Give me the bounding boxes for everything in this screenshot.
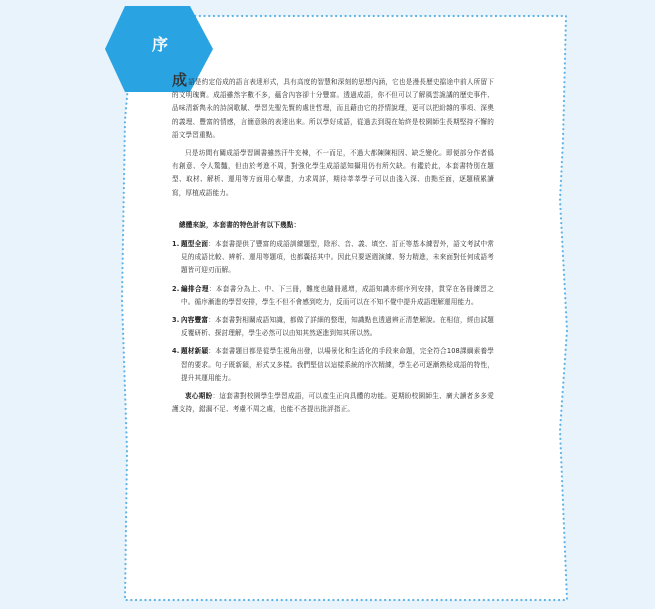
features-list — [172, 238, 494, 385]
feature-number: 2. — [172, 284, 180, 293]
feature-text: ：本套書分為上、中、下三冊，難度也隨冊遞增，成語知識亦經序列安排，貫穿在各冊練習之中。循序漸進的學習安排，學生不但不會感到吃力，反而可以在不知不覺中提升成語理解運用能力。 — [181, 284, 494, 306]
feature-body — [181, 345, 494, 385]
intro-paragraph-2: 只是坊間有關成語學習圖書雖然汗牛充棟，不一而足，不過大都陳陳相因、缺乏變化。即便部分作者僞有創意、令人驚豔，但由於考進不周，對強化學生成語認知攝用仍有所欠缺。有鑑於此，本套書特別在題型、取材、解析、運用等方面用心擘畫，力求周詳，期待莘莘學子可以由淺入深、由點至面，逐題積累讀寫，厚植成語能力。 — [172, 149, 494, 197]
feature-title: 題材新穎 — [181, 347, 209, 356]
drop-cap: 成 — [172, 71, 188, 89]
feature-text: ：本套書提供了豐富的成語訓練題型，除形、音、義、填空、訂正等基本練習外，語文考試中常見的成語比較、辨析、運用等題項，也都囊括其中。因此只要逐週演練、努力精進，未來面對任何成語考題皆可迎刃而解。 — [181, 240, 494, 275]
intro-text-1: 語是約定俗成的語言表達形式，具有高度的智慧和深刻的思想內涵，它也是漫長歷史擋途中前人所留下的文明瑰寶。成語雖然字數不多，蘊含內容卻十分豐富。透過成語，你不但可以了解風雲詭譎的歷史事件、品味清新雋永的詩詞歌賦、學習先聖先賢的處世哲理，而且藉由它的抒情說理，更可以把紛雜的事項、深奧的義理、豐富的情感，言簡意賅的表達出來。所以學好成語，從過去到現在始終是校園師生長期堅持不懈的語文學習重點。 — [172, 78, 494, 139]
features-heading: 總體來說，本套書的特色計有以下幾點： — [179, 220, 301, 229]
feature-item — [172, 345, 494, 385]
intro-paragraph-1 — [172, 71, 494, 142]
feature-title: 編排合理 — [181, 284, 209, 293]
feature-number: 1. — [172, 240, 180, 249]
feature-title: 題型全面 — [181, 240, 209, 249]
feature-item — [172, 314, 494, 340]
closing-text: ：這套書對校園學生學習成語，可以產生正向具體的功能。更期盼校園師生、廣大讀者多多愛護支持，錯漏不足、考慮不周之處，也能不吝提出批評指正。 — [172, 392, 494, 414]
preface-body — [172, 71, 494, 416]
feature-title: 內容豐富 — [181, 316, 209, 325]
page-title: 序 — [151, 35, 168, 54]
feature-text: ：本套書對相關成語知識，都做了詳細的整理，知識點也透過辨正清楚解說。在相信，經由試題反覆研析、探討理解，學生必然可以由知其然逐進到知其所以然。 — [181, 316, 494, 338]
feature-body — [181, 314, 494, 340]
feature-number: 3. — [172, 316, 180, 325]
feature-item — [172, 283, 494, 309]
feature-body — [181, 283, 494, 309]
feature-text: ：本套書題目都是從學生視角出發，以場景化和生活化的手段來命題，完全符合108課綱素養學習的要求。句子既新穎，形式又多樣。我們堅信以這樣系統的序次精練，學生必可逐漸熟稔成語的特性，提升其運用能力。 — [181, 347, 494, 382]
closing-paragraph — [172, 390, 494, 416]
feature-body — [181, 238, 494, 278]
closing-title: 衷心期盼 — [185, 392, 213, 401]
feature-number: 4. — [172, 347, 180, 356]
feature-item — [172, 238, 494, 278]
